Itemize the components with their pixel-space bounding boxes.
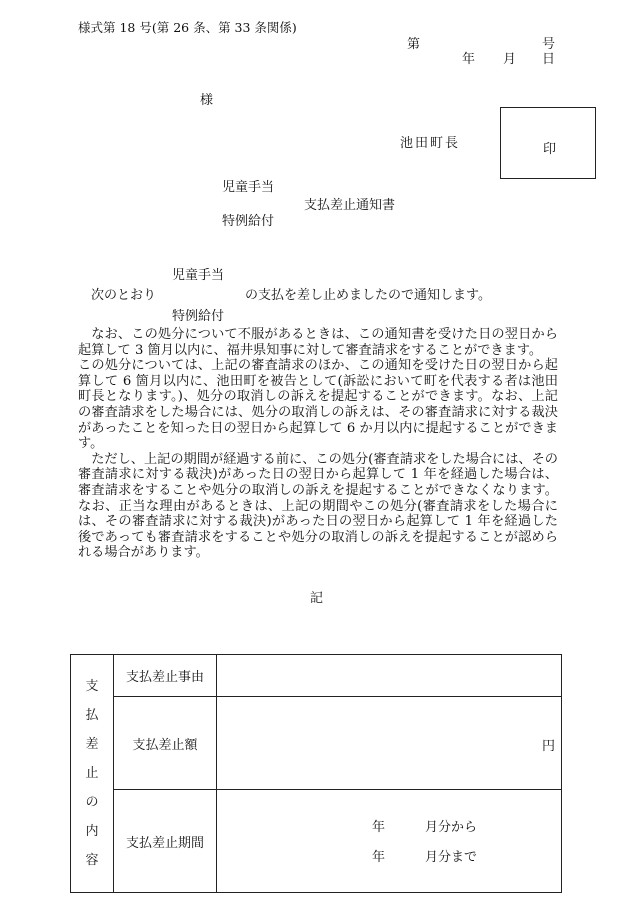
addressee-suffix: 様 — [200, 93, 214, 108]
notice-body — [78, 327, 558, 561]
period-label: 支払差止期間 — [114, 790, 217, 893]
paragraph-appeal: なお、この処分について不服があるときは、この通知書を受けた日の翌日から起算して 3 箇月以内に、福井県知事に対して審査請求をすることができます。 — [78, 327, 558, 358]
issuer: 池田町長 — [400, 136, 461, 151]
reason-value[interactable] — [217, 655, 562, 697]
intro-top: 児童手当 — [172, 268, 225, 283]
period-from-year: 年 — [372, 820, 386, 835]
amount-label: 支払差止額 — [114, 697, 217, 790]
section-label: 支 払 差 止 の 内 容 — [71, 655, 114, 893]
title-top: 児童手当 — [222, 180, 275, 195]
detail-table — [70, 654, 562, 893]
seal-box — [500, 107, 596, 179]
period-value[interactable] — [217, 790, 562, 893]
date-month: 月 — [503, 52, 517, 67]
paragraph-lawsuit: この処分については、上記の審査請求のほか、この通知を受けた日の翌日から起算して 6 箇月以内に、池田町を被告として(訴訟において町を代表する者は池田町長となります。)、処分の取消しの訴えを提起することができます。なお、上記の審査請求をした場合には、処分の取消しの訴えは、その審査請求に対する裁決があったことを知った日の翌日から起算して 6 か月以内に提起することができます。 — [78, 358, 558, 452]
period-to-year: 年 — [372, 850, 386, 865]
intro-bottom: 特例給付 — [172, 309, 225, 324]
amount-unit: 円 — [541, 739, 555, 754]
number-label-go: 号 — [542, 37, 556, 52]
form-id: 様式第 18 号(第 26 条、第 33 条関係) — [78, 20, 297, 35]
date-day: 日 — [542, 52, 556, 67]
document-title: 支払差止通知書 — [304, 198, 396, 213]
amount-value[interactable] — [217, 697, 562, 790]
intro-left: 次のとおり — [91, 288, 157, 303]
title-bottom: 特例給付 — [222, 214, 275, 229]
paragraph-proviso: ただし、上記の期間が経過する前に、この処分(審査請求をした場合には、その審査請求に対する裁決)があった日の翌日から起算して 1 年を経過した場合は、審査請求をすることや処分の取消しの訴えを提起することができなくなります。なお、正当な理由があるときは、上記の期間やこの処分(審査請求をした場合には、その審査請求に対する裁決)があった日の翌日から起算して 1 年を経過した後であっても審査請求をすることや処分の取消しの訴えを提起することが認められる場合があります。 — [78, 451, 558, 561]
ki-label: 記 — [310, 591, 324, 606]
period-from-suffix: 月分から — [425, 820, 478, 835]
period-to-suffix: 月分まで — [425, 850, 478, 865]
reason-label: 支払差止事由 — [114, 655, 217, 697]
intro-right: の支払を差し止めましたので通知します。 — [245, 288, 491, 303]
number-label-dai: 第 — [407, 37, 421, 52]
date-year: 年 — [462, 52, 476, 67]
seal-label: 印 — [543, 142, 557, 157]
